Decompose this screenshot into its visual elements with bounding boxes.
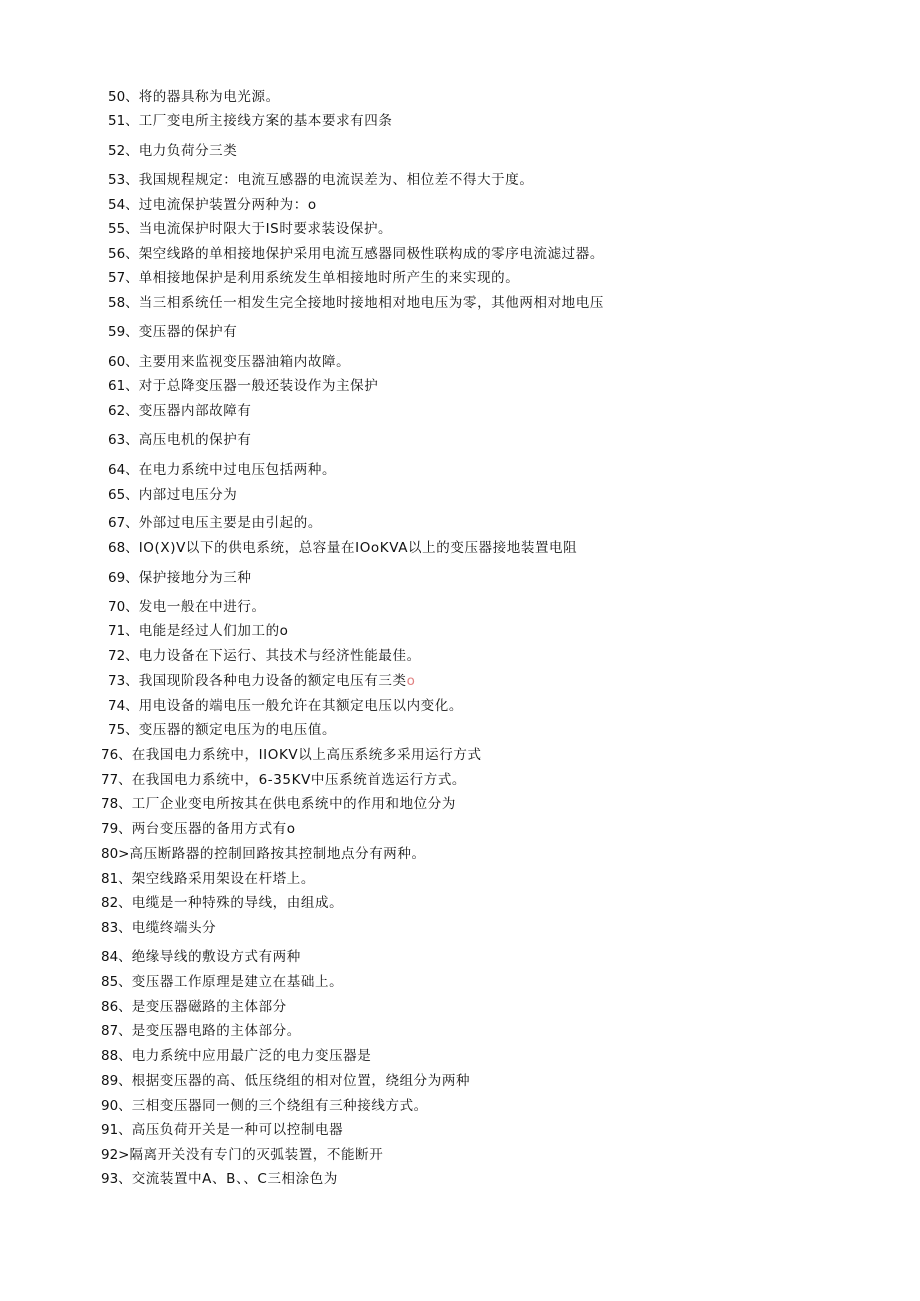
question-line (108, 697, 463, 715)
question-number: 64、 (108, 462, 139, 478)
question-text: 工厂企业变电所按其在供电系统中的作用和地位分为 (131, 796, 456, 812)
question-text: 电力系统中应用最广泛的电力变压器是 (131, 1048, 372, 1064)
question-text: 内部过电压分为 (138, 487, 238, 503)
question-text: 电力设备在下运行、其技术与经济性能最佳。 (138, 648, 421, 664)
question-line (101, 1047, 371, 1065)
question-number: 75、 (108, 722, 139, 738)
question-line (101, 998, 287, 1016)
question-text: 变压器内部故障有 (138, 403, 252, 419)
question-text: 在我国电力系统中，6-35KV中压系统首选运行方式。 (131, 772, 467, 788)
question-line (108, 142, 237, 160)
question-number: 71、 (108, 623, 139, 639)
question-number: 58、 (108, 295, 139, 311)
question-number: 77、 (101, 772, 132, 788)
question-number: 82、 (101, 895, 132, 911)
question-text: 单相接地保护是利用系统发生单相接地时所产生的来实现的。 (138, 270, 520, 286)
question-number: 72、 (108, 648, 139, 664)
question-line (101, 1072, 470, 1090)
question-line (101, 894, 343, 912)
question-number: 67、 (108, 515, 139, 531)
question-text: 架空线路采用架设在杆塔上。 (131, 871, 315, 887)
question-line (108, 323, 237, 341)
question-number: 93、 (101, 1171, 132, 1187)
question-text: 将的器具称为电光源。 (138, 89, 280, 105)
question-number: 80> (101, 846, 130, 862)
question-line (108, 514, 322, 532)
question-text: 在我国电力系统中，IIOKV以上高压系统多采用运行方式 (131, 747, 482, 763)
question-text: 是变压器电路的主体部分。 (131, 1023, 301, 1039)
question-number: 50、 (108, 89, 139, 105)
question-text: 外部过电压主要是由引起的。 (138, 515, 322, 531)
question-text: 用电设备的端电压一般允许在其额定电压以内变化。 (138, 698, 463, 714)
question-number: 56、 (108, 246, 139, 262)
question-number: 51、 (108, 113, 139, 129)
question-number: 91、 (101, 1122, 132, 1138)
question-number: 84、 (101, 949, 132, 965)
faint-mark: o (406, 673, 416, 689)
question-line (108, 402, 252, 420)
question-line (108, 220, 392, 238)
question-text: 三相变压器同一侧的三个绕组有三种接线方式。 (131, 1098, 428, 1114)
question-number: 65、 (108, 487, 139, 503)
question-number: 78、 (101, 796, 132, 812)
question-line (108, 294, 604, 312)
question-number: 83、 (101, 920, 132, 936)
question-line (108, 486, 237, 504)
question-line (108, 461, 336, 479)
question-line (101, 919, 216, 937)
question-number: 60、 (108, 354, 139, 370)
question-line (108, 721, 336, 739)
question-number: 79、 (101, 821, 132, 837)
question-text: 电能是经过人们加工的o (138, 623, 289, 639)
question-line (101, 845, 426, 863)
question-number: 81、 (101, 871, 132, 887)
question-number: 54、 (108, 197, 139, 213)
question-number: 88、 (101, 1048, 132, 1064)
question-line (108, 622, 289, 640)
question-line (108, 539, 577, 557)
question-line (108, 377, 378, 395)
question-text: 对于总降变压器一般还装设作为主保护 (138, 378, 379, 394)
question-text: 两台变压器的备用方式有o (131, 821, 296, 837)
question-text: 高压负荷开关是一种可以控制电器 (131, 1122, 344, 1138)
question-text: 电力负荷分三类 (138, 143, 238, 159)
question-number: 53、 (108, 172, 139, 188)
question-number: 87、 (101, 1023, 132, 1039)
question-line (108, 672, 415, 690)
question-line (108, 196, 317, 214)
question-line (101, 1097, 428, 1115)
question-line (101, 771, 466, 789)
question-line (101, 820, 296, 838)
question-number: 61、 (108, 378, 139, 394)
question-number: 52、 (108, 143, 139, 159)
question-text: 根据变压器的高、低压绕组的相对位置，绕组分为两种 (131, 1073, 471, 1089)
question-number: 57、 (108, 270, 139, 286)
question-line (101, 746, 482, 764)
question-text: 发电一般在中进行。 (138, 599, 266, 615)
question-line (108, 431, 252, 449)
question-line (101, 1170, 338, 1188)
question-number: 89、 (101, 1073, 132, 1089)
question-text: 高压断路器的控制回路按其控制地点分有两种。 (129, 846, 426, 862)
question-line (108, 88, 280, 106)
question-number: 70、 (108, 599, 139, 615)
question-line (101, 1121, 343, 1139)
question-text: 变压器的额定电压为的电压值。 (138, 722, 337, 738)
question-line (101, 795, 456, 813)
question-line (108, 647, 421, 665)
question-number: 68、 (108, 540, 139, 556)
question-text: 我国现阶段各种电力设备的额定电压有三类 (138, 673, 407, 689)
question-number: 92> (101, 1147, 130, 1163)
question-text: 架空线路的单相接地保护采用电流互感器同极性联构成的零序电流滤过器。 (138, 246, 604, 262)
question-line (108, 598, 266, 616)
question-number: 85、 (101, 974, 132, 990)
question-text: 变压器工作原理是建立在基础上。 (131, 974, 344, 990)
question-number: 73、 (108, 673, 139, 689)
question-number: 76、 (101, 747, 132, 763)
question-number: 62、 (108, 403, 139, 419)
question-text: 绝缘导线的敷设方式有两种 (131, 949, 301, 965)
question-number: 55、 (108, 221, 139, 237)
question-text: 保护接地分为三种 (138, 570, 252, 586)
question-line (101, 973, 343, 991)
question-line (101, 1146, 383, 1164)
question-number: 63、 (108, 432, 139, 448)
question-number: 69、 (108, 570, 139, 586)
question-number: 74、 (108, 698, 139, 714)
question-line (108, 569, 252, 587)
question-text: 隔离开关没有专门的灭弧装置，不能断开 (129, 1147, 384, 1163)
question-number: 59、 (108, 324, 139, 340)
question-text: 当三相系统任一相发生完全接地时接地相对地电压为零，其他两相对地电压 (138, 295, 604, 311)
question-text: 过电流保护装置分两种为：o (138, 197, 317, 213)
question-text: 在电力系统中过电压包括两种。 (138, 462, 337, 478)
question-text: IO(X)V以下的供电系统，总容量在IOoKVA以上的变压器接地装置电阻 (138, 540, 578, 556)
question-line (108, 353, 350, 371)
question-text: 是变压器磁路的主体部分 (131, 999, 287, 1015)
question-line (108, 245, 604, 263)
question-text: 工厂变电所主接线方案的基本要求有四条 (138, 113, 393, 129)
question-line (108, 269, 519, 287)
question-number: 90、 (101, 1098, 132, 1114)
question-line (108, 171, 534, 189)
question-text: 高压电机的保护有 (138, 432, 252, 448)
question-text: 交流装置中A、B、、C三相涂色为 (131, 1171, 338, 1187)
question-text: 变压器的保护有 (138, 324, 238, 340)
question-text: 我国规程规定：电流互感器的电流误差为、相位差不得大于度。 (138, 172, 534, 188)
question-text: 电缆终端头分 (131, 920, 217, 936)
question-text: 当电流保护时限大于IS时要求装设保护。 (138, 221, 393, 237)
question-line (108, 112, 393, 130)
question-number: 86、 (101, 999, 132, 1015)
question-line (101, 1022, 301, 1040)
question-line (101, 948, 301, 966)
question-text: 主要用来监视变压器油箱内故障。 (138, 354, 351, 370)
question-text: 电缆是一种特殊的导线，由组成。 (131, 895, 344, 911)
question-line (101, 870, 315, 888)
